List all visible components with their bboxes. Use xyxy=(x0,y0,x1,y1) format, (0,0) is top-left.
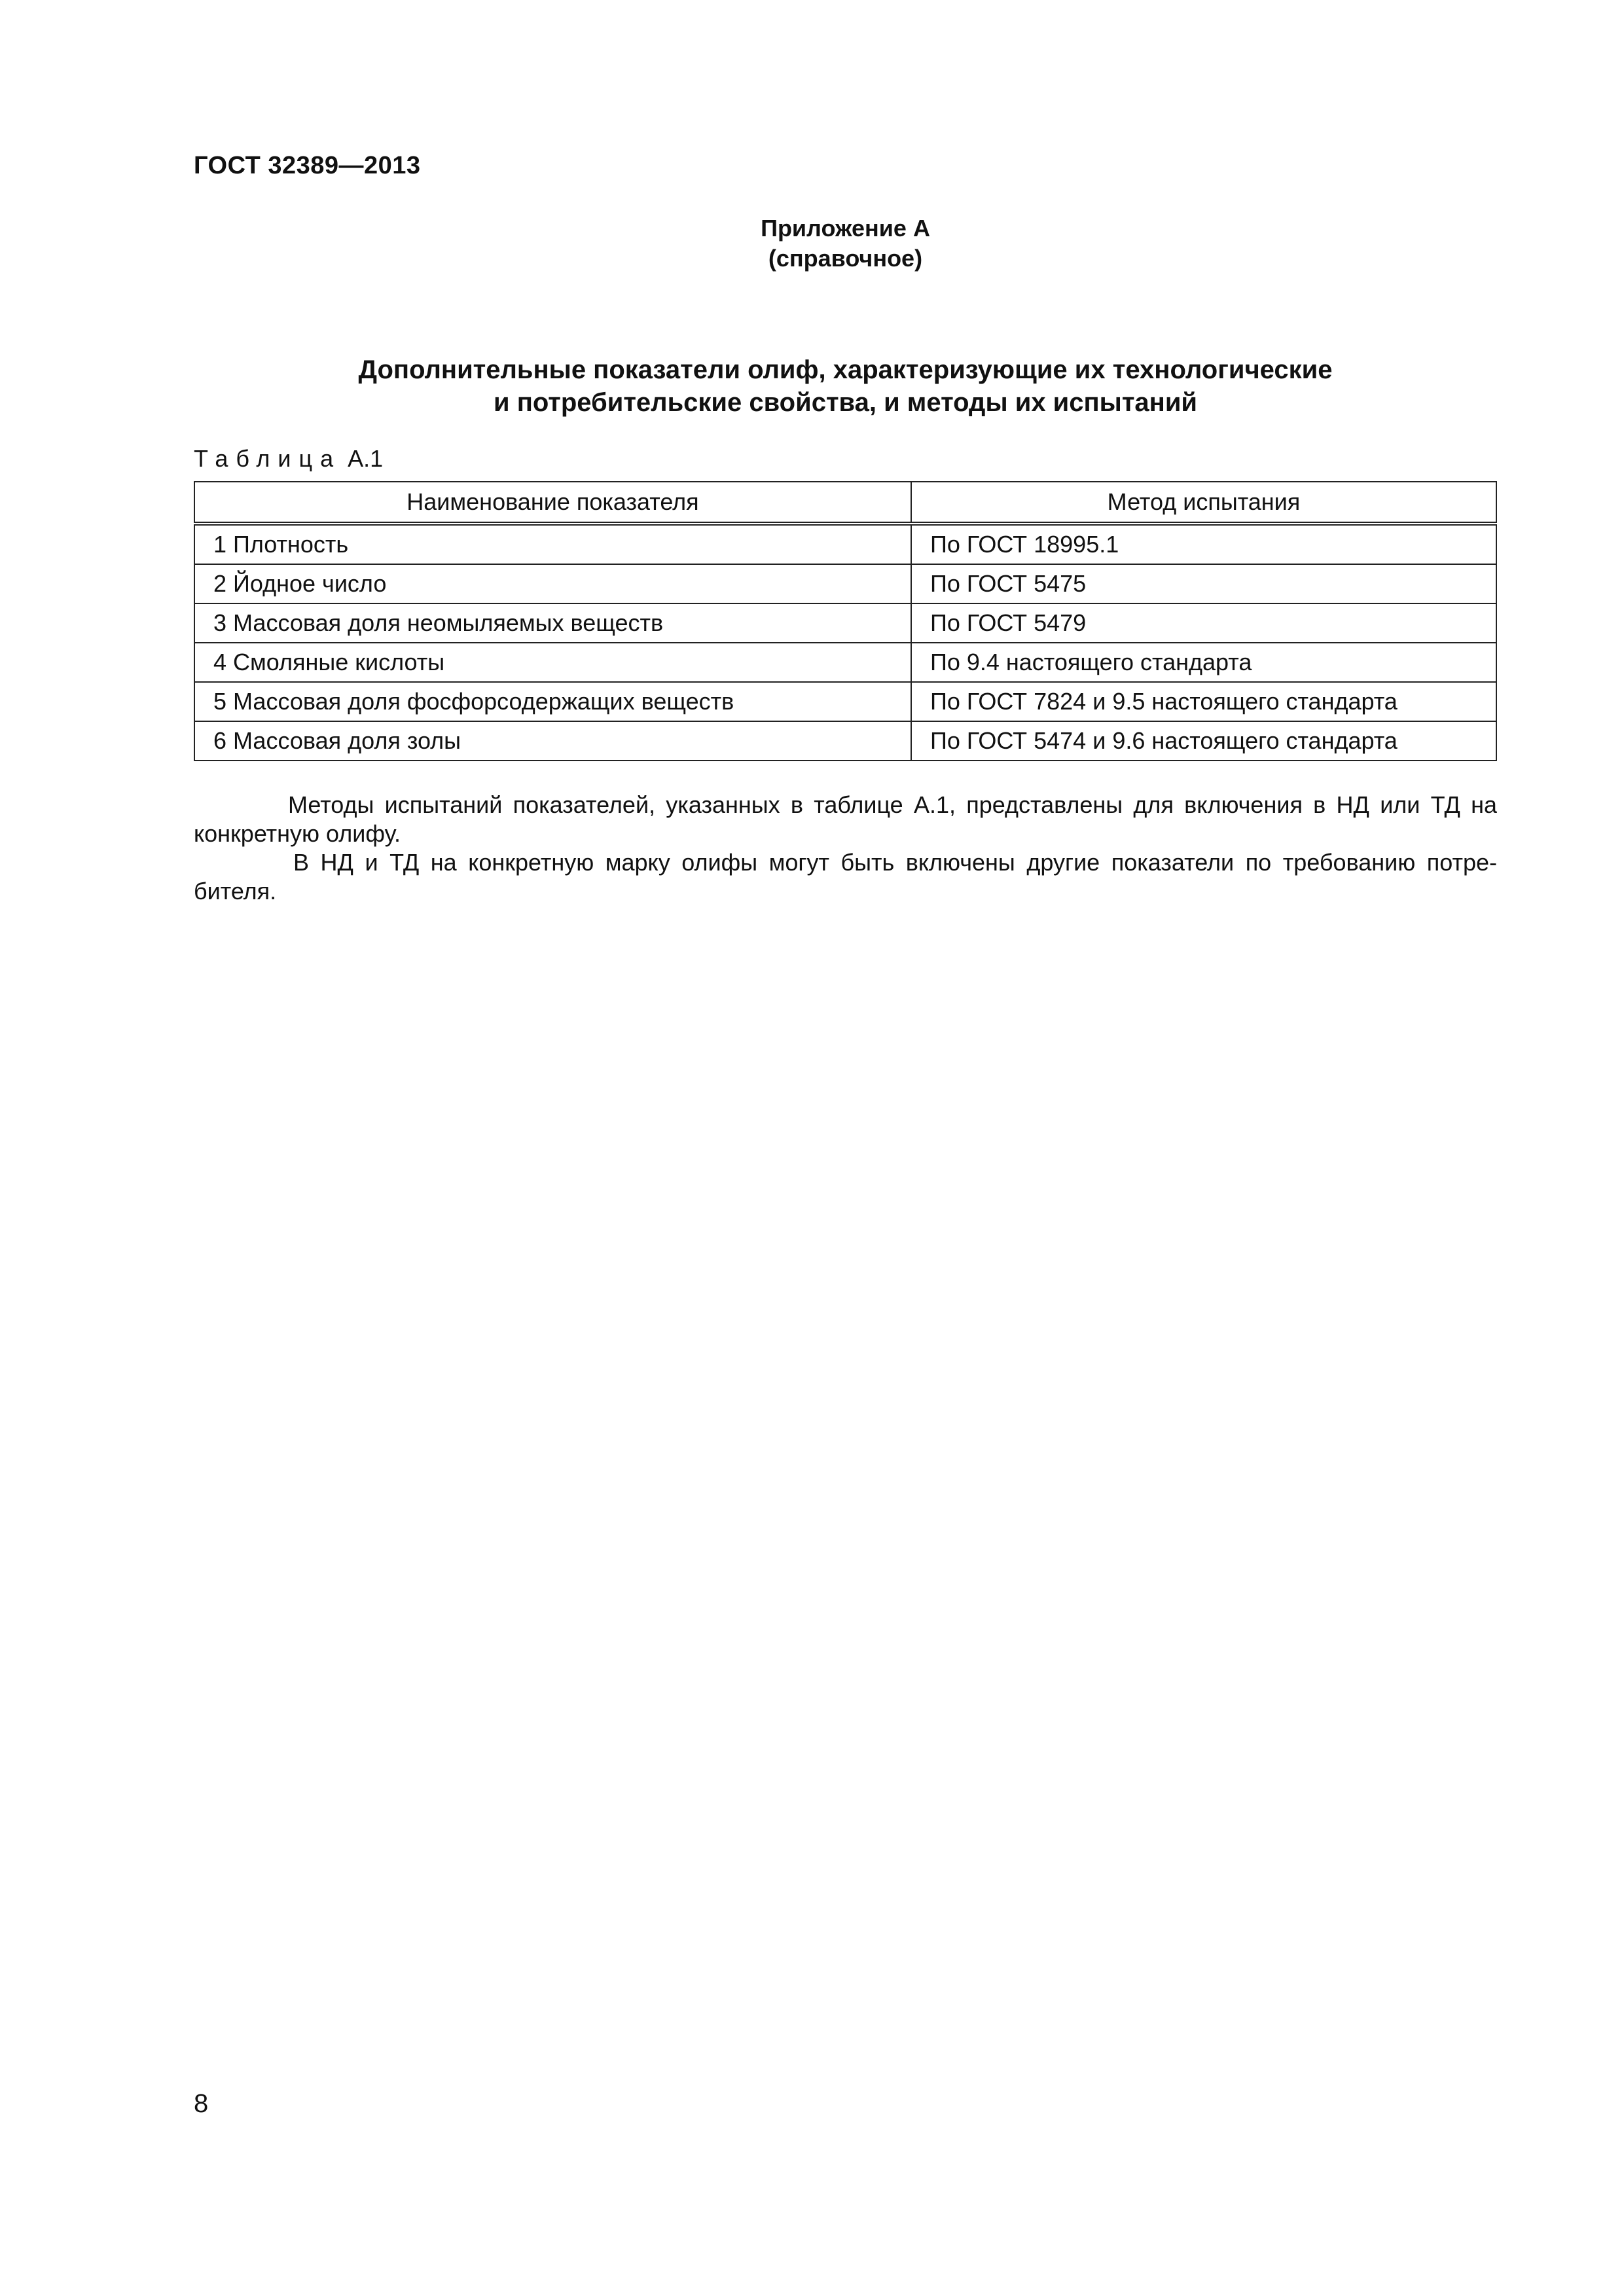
table-row xyxy=(194,564,1496,603)
table-caption-word: Таблица xyxy=(194,445,342,472)
method-cell: По ГОСТ 5474 и 9.6 настоящего стандарта xyxy=(911,721,1496,761)
method-cell: По ГОСТ 5479 xyxy=(911,603,1496,643)
indicator-cell: 6 Массовая доля золы xyxy=(194,721,911,761)
table-row xyxy=(194,643,1496,682)
indicator-cell: 5 Массовая доля фосфорсодержащих веществ xyxy=(194,682,911,721)
table-row xyxy=(194,603,1496,643)
column-header-indicator: Наименование показателя xyxy=(194,482,911,524)
table-header-row xyxy=(194,482,1496,524)
indicator-cell: 2 Йодное число xyxy=(194,564,911,603)
paragraph-additional-indicators: В НД и ТД на конкретную марку олифы могут быть включены другие показатели по требованию потре-бителя. xyxy=(194,849,1497,905)
section-title-line-2: и потребительские свойства, и методы их испытаний xyxy=(493,388,1198,417)
appendix-kind: (справочное) xyxy=(768,245,923,272)
indicator-cell: 1 Плотность xyxy=(194,524,911,564)
page-number: 8 xyxy=(194,2089,209,2118)
appendix-heading xyxy=(194,213,1497,274)
table-row xyxy=(194,721,1496,761)
indicator-cell: 4 Смоляные кислоты xyxy=(194,643,911,682)
section-title-line-1: Дополнительные показатели олиф, характеризующие их технологические xyxy=(358,355,1333,384)
method-cell: По 9.4 настоящего стандарта xyxy=(911,643,1496,682)
indicators-table xyxy=(194,481,1497,761)
document-code: ГОСТ 32389—2013 xyxy=(194,152,421,179)
table-caption-number: А.1 xyxy=(348,445,384,472)
table-caption xyxy=(194,445,383,473)
method-cell: По ГОСТ 18995.1 xyxy=(911,524,1496,564)
method-cell: По ГОСТ 5475 xyxy=(911,564,1496,603)
section-title xyxy=(194,353,1497,419)
column-header-method: Метод испытания xyxy=(911,482,1496,524)
table-row xyxy=(194,524,1496,564)
method-cell: По ГОСТ 7824 и 9.5 настоящего стандарта xyxy=(911,682,1496,721)
appendix-title: Приложение А xyxy=(761,215,930,242)
indicator-cell: 3 Массовая доля неомыляемых веществ xyxy=(194,603,911,643)
table-row xyxy=(194,682,1496,721)
paragraph-methods-note: Методы испытаний показателей, указанных в таблице А.1, представлены для включения в НД или ТД на конкретную олифу. xyxy=(194,791,1497,847)
